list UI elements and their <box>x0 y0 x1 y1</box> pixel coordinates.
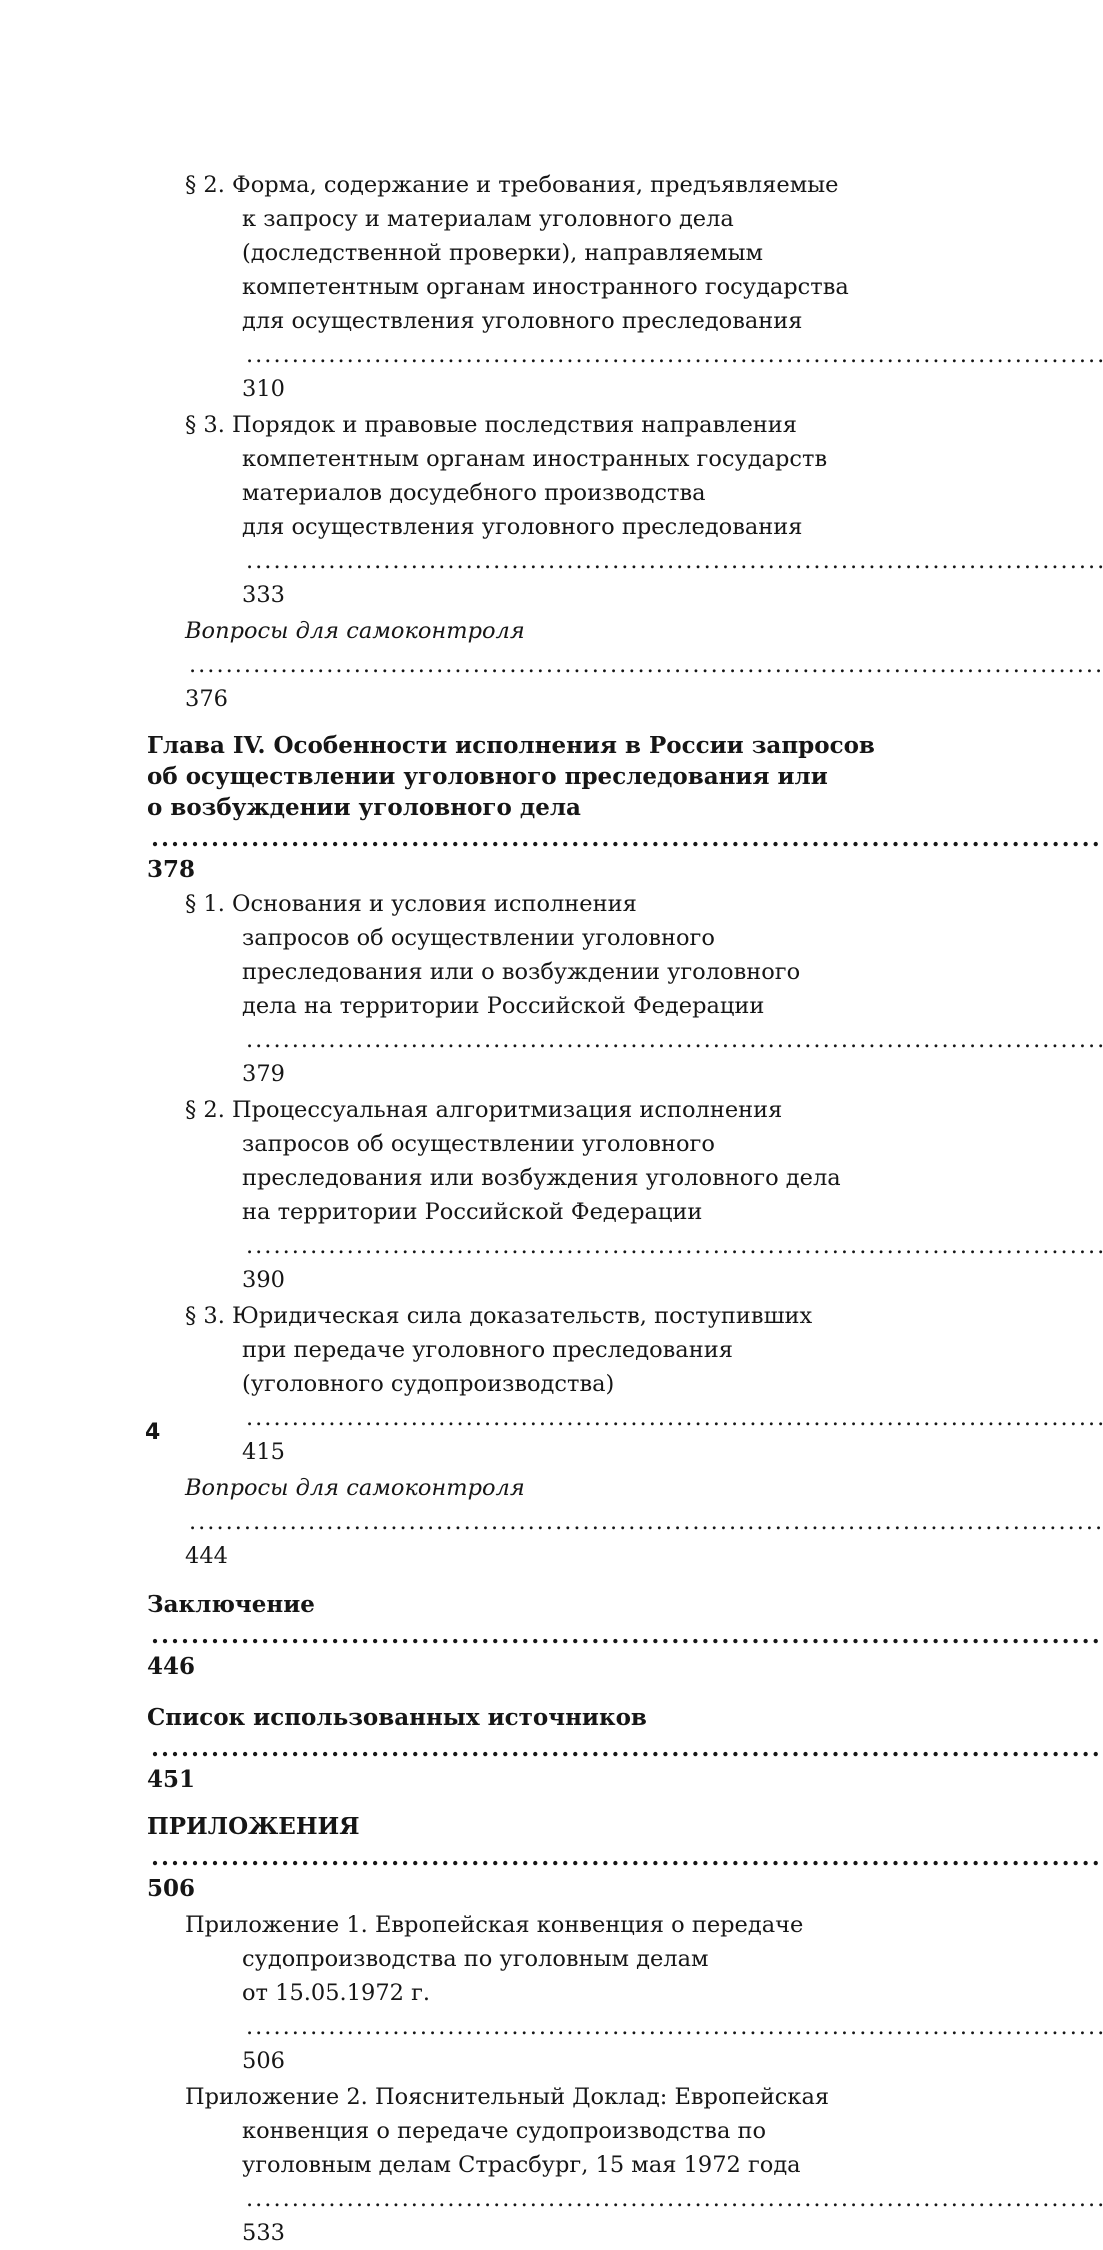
page-ref: 379 <box>242 1061 285 1087</box>
toc-title: ПРИЛОЖЕНИЯ <box>147 1813 360 1840</box>
leader-dots <box>246 1233 1103 1259</box>
toc-line: компетентным органам иностранного государства <box>242 274 849 300</box>
leader-dots <box>151 1735 1103 1762</box>
toc-line: § 2. Процессуальная алгоритмизация исполнения <box>185 1097 783 1123</box>
toc-line: (доследственной проверки), направляемым <box>242 240 764 266</box>
page-ref: 444 <box>185 1543 228 1569</box>
toc-line: уголовным делам Страсбург, 15 мая 1972 года <box>242 2152 801 2178</box>
page-ref: 533 <box>242 2220 285 2246</box>
toc-line: преследования или о возбуждении уголовного <box>242 959 801 985</box>
toc-entry-ch3-section-2[interactable] <box>147 168 953 406</box>
toc-line: § 3. Порядок и правовые последствия направления <box>185 412 797 438</box>
page-ref: 506 <box>147 1875 196 1902</box>
toc-line: § 2. Форма, содержание и требования, предъявляемые <box>185 172 839 198</box>
toc-line: для осуществления уголовного преследования <box>242 514 803 540</box>
page-ref: 415 <box>242 1439 285 1465</box>
toc-line: Глава IV. Особенности исполнения в России запросов <box>147 732 875 759</box>
leader-dots <box>246 1405 1103 1431</box>
toc-line: конвенция о передаче судопроизводства по <box>242 2118 767 2144</box>
toc-entry-ch3-section-3[interactable] <box>147 408 953 612</box>
toc-entry-ch3-questions[interactable] <box>147 614 953 716</box>
toc-line: на территории Российской Федерации <box>242 1199 703 1225</box>
page-ref: 310 <box>242 376 285 402</box>
leader-dots <box>189 652 1103 678</box>
toc-line: дела на территории Российской Федерации <box>242 993 765 1019</box>
toc-entry-ch4-questions[interactable] <box>147 1471 953 1573</box>
toc-title: Вопросы для самоконтроля <box>185 1475 525 1501</box>
toc-line: для осуществления уголовного преследования <box>242 308 803 334</box>
toc-line: Приложение 1. Европейская конвенция о передаче <box>185 1912 804 1938</box>
toc-entry-appendix-2[interactable] <box>147 2080 953 2250</box>
leader-dots <box>246 2186 1103 2212</box>
toc-line: § 3. Юридическая сила доказательств, поступивших <box>185 1303 813 1329</box>
toc-line: преследования или возбуждения уголовного дела <box>242 1165 841 1191</box>
page-ref: 376 <box>185 686 228 712</box>
toc-entry-ch4-section-1[interactable] <box>147 887 953 1091</box>
leader-dots <box>246 342 1103 368</box>
toc-title: Заключение <box>147 1591 315 1618</box>
toc-line: запросов об осуществлении уголовного <box>242 925 715 951</box>
page-number: 4 <box>145 1420 161 1445</box>
toc-title: Вопросы для самоконтроля <box>185 618 525 644</box>
toc-line: судопроизводства по уголовным делам <box>242 1946 709 1972</box>
toc-entry-ch4-section-3[interactable] <box>147 1299 953 1469</box>
toc-line: к запросу и материалам уголовного дела <box>242 206 734 232</box>
toc-line: компетентным органам иностранных государств <box>242 446 828 472</box>
toc-entry-chapter-4[interactable] <box>147 730 953 885</box>
toc-entry-ch4-section-2[interactable] <box>147 1093 953 1297</box>
page-ref: 451 <box>147 1766 196 1793</box>
toc-title: Список использованных источников <box>147 1704 647 1731</box>
leader-dots <box>246 2014 1103 2040</box>
toc-line: § 1. Основания и условия исполнения <box>185 891 637 917</box>
toc-line: от 15.05.1972 г. <box>242 1980 431 2006</box>
toc-entry-conclusion[interactable] <box>147 1589 953 1682</box>
toc-entry-appendices[interactable] <box>147 1811 953 1904</box>
toc-line: (уголовного судопроизводства) <box>242 1371 615 1397</box>
leader-dots <box>246 548 1103 574</box>
toc-line: материалов досудебного производства <box>242 480 706 506</box>
toc-line: запросов об осуществлении уголовного <box>242 1131 715 1157</box>
toc-line: о возбуждении уголовного дела <box>147 794 581 821</box>
toc-line: Приложение 2. Пояснительный Доклад: Европейская <box>185 2084 830 2110</box>
leader-dots <box>189 1509 1103 1535</box>
leader-dots <box>151 825 1103 852</box>
leader-dots <box>246 1027 1103 1053</box>
toc-entry-appendix-1[interactable] <box>147 1908 953 2078</box>
toc-entry-sources[interactable] <box>147 1702 953 1795</box>
page-ref: 506 <box>242 2048 285 2074</box>
table-of-contents <box>147 168 953 2250</box>
page-ref: 390 <box>242 1267 285 1293</box>
leader-dots <box>151 1622 1103 1649</box>
toc-line: при передаче уголовного преследования <box>242 1337 733 1363</box>
toc-line: об осуществлении уголовного преследования или <box>147 763 828 790</box>
leader-dots <box>151 1844 1103 1871</box>
page-ref: 333 <box>242 582 285 608</box>
page-ref: 378 <box>147 856 196 883</box>
page-ref: 446 <box>147 1653 196 1680</box>
